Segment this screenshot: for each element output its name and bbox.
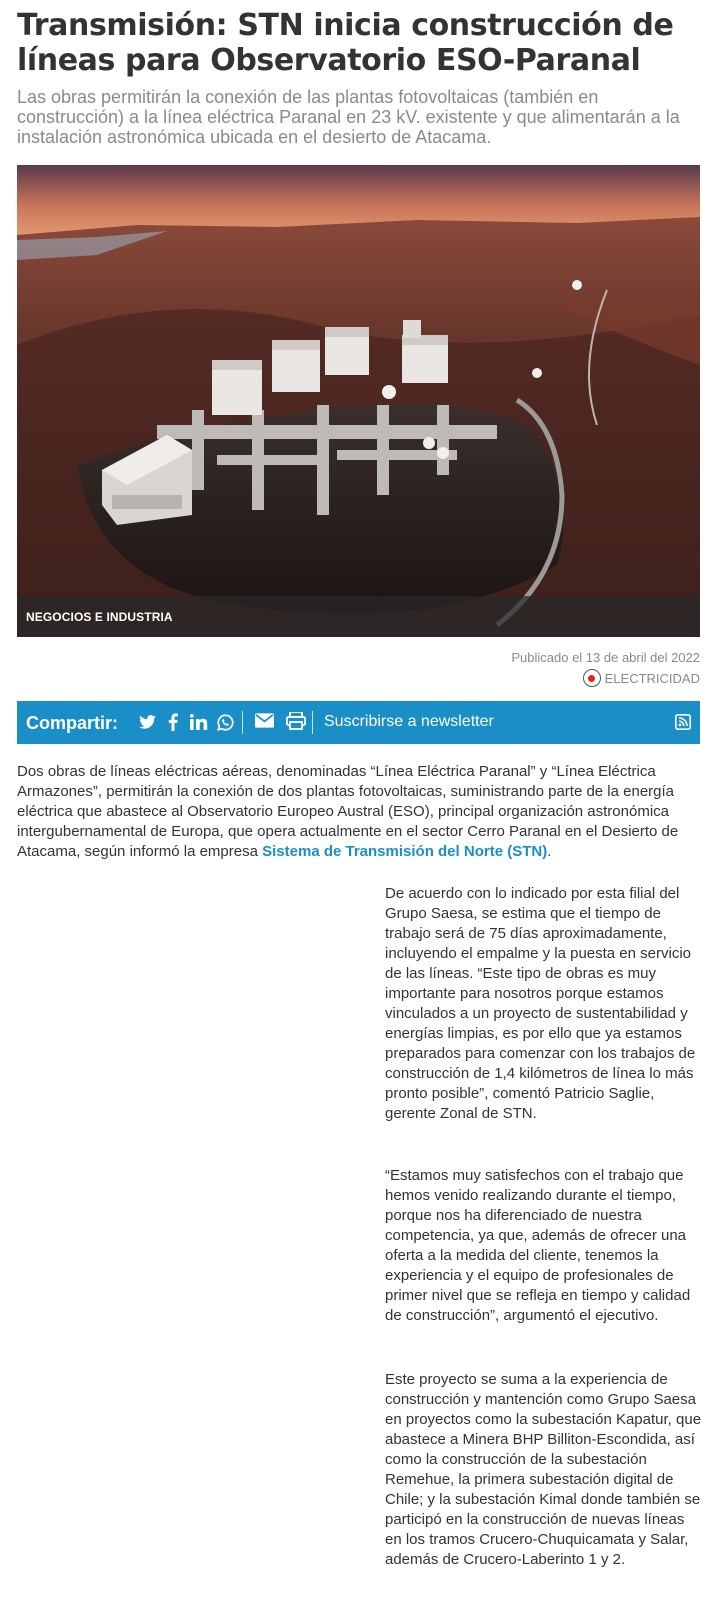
body-paragraph	[17, 762, 707, 862]
body-paragraph: De acuerdo con lo indicado por esta filial del Grupo Saesa, se estima que el tiempo de trabajo será de 75 días aproximadamente, incluyendo el empalme y la puesta en servicio de las líneas. “Este tipo de obras es muy importante para nosotros porque estamos vinculados a un proyecto de sustentabilidad y energías limpias, es por ello que ya estamos preparados para comenzar con los trabajos de construcción de 1,4 kilómetros de línea lo más pronto posible”, comentó Patricio Saglie, gerente Zonal de STN.	[385, 885, 696, 1122]
mail-icon[interactable]	[255, 713, 274, 733]
observatory-photo	[17, 165, 700, 637]
newsletter-link[interactable]: Suscribirse a newsletter	[324, 713, 494, 730]
paragraph-text: Dos obras de líneas eléctricas aéreas, denominadas “Línea Eléctrica Paranal” y “Línea Eléctrica Armazones”, permitirán la conexión de dos plantas fotovoltaicas, suministrando parte de la energía eléctrica que abastece al Observatorio Europeo Austral (ESO), principal organización astronómica intergubernamental de Europa, que opera actualmente en el sector Cerro Paranal en el Desierto de Atacama, según informó la empresa	[17, 763, 679, 860]
hero-image	[17, 165, 700, 637]
category-tag[interactable]	[583, 669, 700, 687]
hero-caption-bar	[17, 596, 700, 637]
print-icon[interactable]	[286, 712, 306, 735]
share-bar	[17, 701, 700, 744]
whatsapp-icon[interactable]	[216, 712, 234, 732]
article-title: Transmisión: STN inicia construcción de líneas para Observatorio ESO-Paranal	[17, 8, 674, 78]
divider	[312, 711, 313, 734]
publish-date: Publicado el 13 de abril del 2022	[511, 650, 700, 665]
share-label: Compartir:	[26, 713, 119, 733]
paragraph-end: .	[547, 843, 552, 860]
linkedin-icon[interactable]	[190, 712, 208, 732]
share-icons	[138, 711, 234, 733]
divider	[242, 711, 243, 734]
section-tag[interactable]: NEGOCIOS E INDUSTRIA	[26, 610, 173, 624]
category-label: ELECTRICIDAD	[604, 670, 700, 686]
stn-link[interactable]: Sistema de Transmisión del Norte (STN)	[262, 843, 548, 860]
twitter-icon[interactable]	[138, 712, 156, 732]
body-paragraph: Este proyecto se suma a la experiencia de construcción y mantención como Grupo Saesa en proyectos como la subestación Kapatur, que abastece a Minera BHP Billiton-Escondida, así como la construcción de la subestación Remehue, la primera subestación digital de Chile; y la subestación Kimal donde también se participó en la construcción de nuevas líneas en los tramos Crucero-Chuquicamata y Salar, además de Crucero-Laberinto 1 y 2.	[385, 1371, 702, 1568]
facebook-icon[interactable]	[164, 712, 182, 732]
category-dot-icon	[583, 669, 601, 687]
body-paragraph: “Estamos muy satisfechos con el trabajo que hemos venido realizando durante el tiempo, porque nos ha diferenciado de nuestra competencia, ya que, además de ofrecer una oferta a la medida del cliente, tenemos la experiencia y el equipo de profesionales de primer nivel que se refleja en tiempo y calidad de construcción”, argumentó el ejecutivo.	[385, 1167, 691, 1324]
article-subtitle: Las obras permitirán la conexión de las plantas fotovoltaicas (también en construcción) a la línea eléctrica Paranal en 23 kV. existente y que alimentarán a la instalación astronómica ubicada en el desierto de Atacama.	[17, 87, 680, 147]
rss-icon[interactable]	[675, 714, 691, 735]
